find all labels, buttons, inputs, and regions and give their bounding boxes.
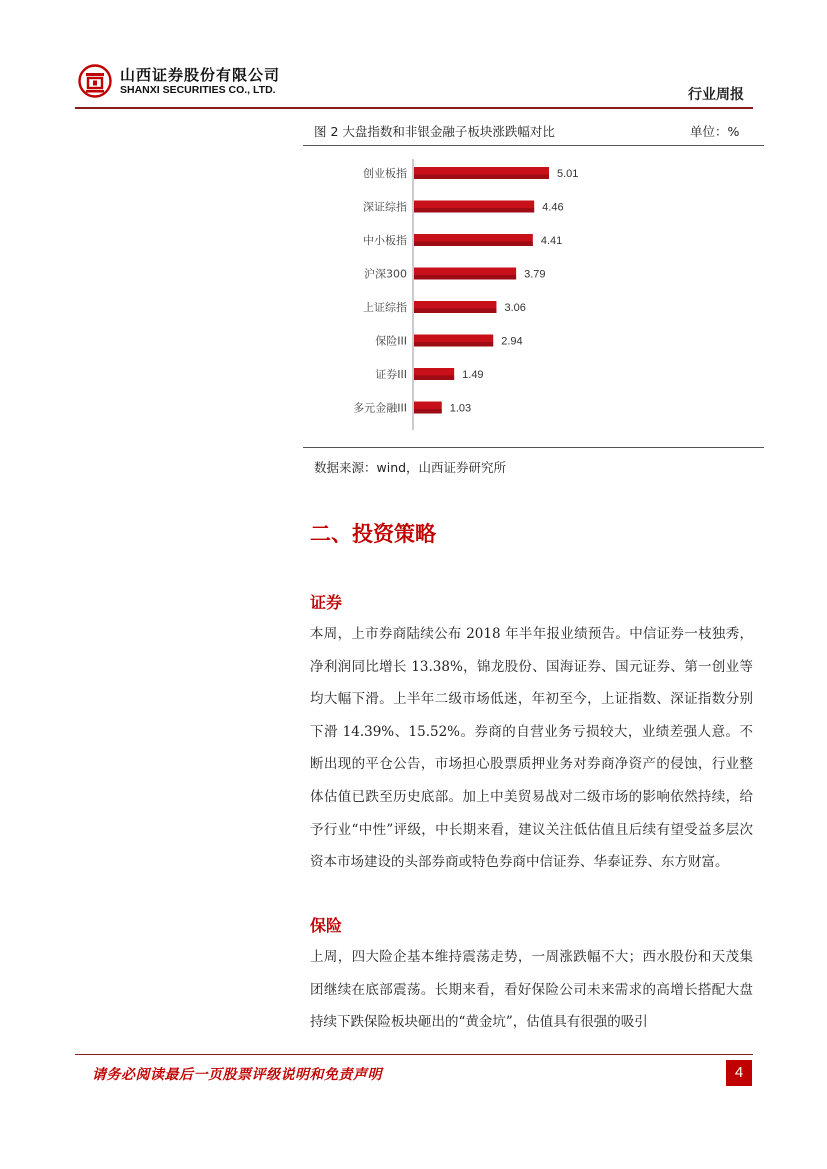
- category-label: 沪深300: [364, 267, 407, 281]
- bar-shading: [414, 308, 496, 313]
- category-label: 保险III: [375, 334, 407, 348]
- bar-shading: [414, 208, 534, 213]
- figure-top-rule: [303, 145, 764, 146]
- figure-source: 数据来源：wind，山西证券研究所: [314, 460, 507, 475]
- data-label: 4.41: [540, 235, 563, 247]
- category-label: 多元金融III: [353, 401, 407, 415]
- page-number: 4: [726, 1060, 752, 1086]
- figure-bottom-rule: [303, 447, 764, 448]
- category-label: 上证综指: [363, 301, 407, 314]
- paragraph-insurance: 上周，四大险企基本维持震荡走势，一周涨跌幅不大；西水股份和天茂集团继续在底部震荡。长期来看，看好保险公司未来需求的高增长搭配大盘持续下跌保险板块砸出的“黄金坑”，估值具有很强的吸引: [310, 949, 753, 1031]
- data-label: 3.06: [504, 302, 526, 314]
- bar-shading: [414, 275, 516, 280]
- data-label: 4.46: [542, 201, 564, 214]
- company-logo-icon: [78, 64, 112, 98]
- company-name-en: SHANXI SECURITIES CO., LTD.: [120, 84, 276, 96]
- data-label: 5.01: [557, 168, 579, 180]
- category-label: 中小板指: [363, 234, 407, 247]
- footer-disclaimer: 请务必阅读最后一页股票评级说明和免责声明: [92, 1067, 382, 1083]
- subheading-insurance: 保险: [310, 916, 343, 935]
- bar-chart: [303, 155, 764, 440]
- data-label: 2.94: [501, 335, 523, 348]
- bar-shading: [414, 342, 493, 347]
- paragraph-securities: 本周，上市券商陆续公布 2018 年半年报业绩预告。中信证券一枝独秀，净利润同比增长 13.38%，锦龙股份、国海证券、国元证券、第一创业等均大幅下滑。上半年二级市场低迷，年初至今，上证指数、深证指数分别下滑 14.39%、15.52%。券商的自营业务亏损较大，业绩差强人意。不断出现的平仓公告，市场担心股票质押业务对券商净资产的侵蚀，行业整体估值已跌至历史底部。加上中美贸易战对二级市场的影响依然持续，给予行业“中性”评级，中长期来看，建议关注低估值且后续有望受益多层次资本市场建设的头部券商或特色券商中信证券、华泰证券、东方财富。: [310, 626, 753, 871]
- bar-shading: [414, 174, 549, 179]
- data-label: 1.49: [462, 369, 484, 381]
- data-label: 3.79: [524, 268, 546, 281]
- figure-title: 图 2 大盘指数和非银金融子板块涨跌幅对比: [314, 124, 555, 139]
- category-label: 创业板指: [363, 167, 407, 180]
- category-label: 深证综指: [363, 200, 407, 214]
- footer-divider: [75, 1054, 753, 1055]
- bar-shading: [414, 241, 533, 246]
- bar-shading: [414, 409, 442, 414]
- header-divider: [75, 107, 753, 109]
- category-label: 证券III: [375, 368, 407, 381]
- data-label: 1.03: [449, 402, 472, 415]
- figure-unit: 单位：%: [690, 124, 740, 139]
- subheading-securities: 证券: [310, 593, 343, 612]
- bar-shading: [414, 375, 454, 380]
- company-name-cn: 山西证券股份有限公司: [120, 66, 281, 84]
- report-type-label: 行业周报: [688, 87, 744, 103]
- section-title: 二、投资策略: [310, 522, 436, 546]
